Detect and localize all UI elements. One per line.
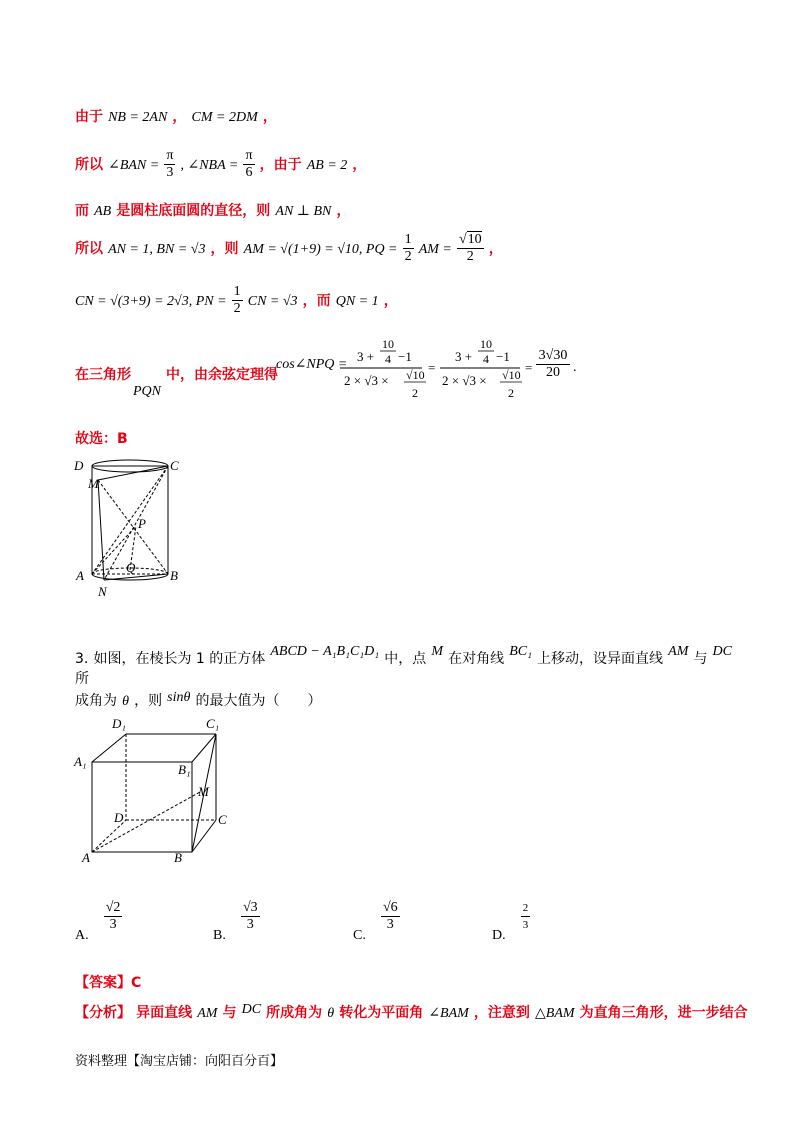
problem-number: 3. bbox=[75, 651, 89, 667]
solution-line-5 bbox=[75, 284, 398, 317]
svg-text:10: 10 bbox=[480, 337, 492, 351]
problem-3-line-1 bbox=[75, 644, 735, 688]
text: 异面直线 bbox=[136, 1005, 193, 1021]
math-expr: AB = 2 bbox=[306, 158, 348, 173]
math-theta: θ bbox=[327, 1006, 335, 1021]
option-label: D. bbox=[492, 928, 506, 943]
label-D: D bbox=[114, 810, 124, 825]
svg-text:=: = bbox=[428, 360, 436, 375]
text: 所 bbox=[75, 671, 89, 687]
text: 成角为 bbox=[75, 693, 117, 709]
analysis bbox=[75, 1002, 748, 1022]
math-expr: QN = 1 bbox=[335, 294, 379, 309]
svg-text:√10: √10 bbox=[406, 368, 425, 382]
option-label: A. bbox=[75, 928, 89, 943]
label-D1: D₁ bbox=[112, 716, 126, 731]
svg-text:10: 10 bbox=[382, 337, 394, 351]
math-expr: AN ⊥ BN bbox=[275, 204, 332, 219]
solution-line-4 bbox=[75, 232, 503, 265]
text-mid: ，则 bbox=[210, 241, 239, 257]
text: 的最大值为（ ） bbox=[195, 693, 322, 709]
label-P: P bbox=[138, 516, 146, 531]
option-label: B. bbox=[213, 928, 226, 943]
math-expr: ∠BAN = bbox=[108, 158, 160, 173]
label-A: A bbox=[76, 568, 84, 583]
text-end: ， bbox=[383, 293, 398, 309]
math-sin: sinθ bbox=[167, 690, 191, 705]
label-C1: C₁ bbox=[206, 716, 220, 731]
math-line: AM bbox=[668, 644, 689, 659]
option-fraction: $\frac{2}{3}$ bbox=[522, 902, 529, 931]
math-expr: CN = √(3+9) = 2√3, PN = bbox=[75, 294, 227, 309]
text: 中，点 bbox=[384, 651, 427, 667]
text: 如图，在棱长为 1 的正方体 bbox=[93, 651, 266, 667]
text-end: ， bbox=[262, 109, 277, 125]
fraction-half: $\frac{1}{2}$ bbox=[404, 232, 412, 264]
text-prefix: 所以 bbox=[75, 241, 103, 257]
svg-text:4: 4 bbox=[483, 352, 489, 366]
math-angle: ∠BAM bbox=[428, 1006, 469, 1021]
math-expr: CN = √3 bbox=[247, 294, 298, 309]
triangle-name: PQN bbox=[133, 384, 161, 399]
text: 所成角为 bbox=[266, 1005, 323, 1021]
solution-line-1 bbox=[75, 106, 277, 126]
fraction: $\frac{\pi}{6}$ bbox=[245, 148, 253, 180]
footer-text: 资料整理【淘宝店铺：向阳百分百】 bbox=[75, 1054, 284, 1069]
svg-text:−1: −1 bbox=[398, 349, 412, 364]
answer-value: C bbox=[131, 975, 142, 991]
math-expr: CM = 2DM bbox=[191, 110, 258, 125]
math-diagonal: BC₁ bbox=[509, 644, 532, 659]
svg-text:−1: −1 bbox=[496, 349, 510, 364]
text-prefix: 所以 bbox=[75, 157, 103, 173]
math-point: M bbox=[431, 644, 443, 659]
text: 在对角线 bbox=[448, 651, 505, 667]
label-A: A bbox=[82, 850, 90, 865]
math-cube: ABCD − A₁B₁C₁D₁ bbox=[270, 644, 380, 659]
text: 为直角三角形，进一步结合 bbox=[579, 1005, 748, 1021]
text-end: ， bbox=[336, 203, 351, 219]
text-prefix: 在三角形 bbox=[75, 367, 131, 383]
math-line: DC bbox=[712, 644, 732, 659]
answer bbox=[75, 972, 141, 992]
option-fraction: $\frac{√6}{3}$ bbox=[382, 900, 398, 932]
svg-text:2: 2 bbox=[412, 386, 418, 400]
svg-text:2 × √3 ×: 2 × √3 × bbox=[344, 373, 389, 388]
analysis-tag: 【分析】 bbox=[75, 1005, 131, 1021]
text: ，注意到 bbox=[473, 1005, 530, 1021]
option-fraction: $\frac{√2}{3}$ bbox=[105, 900, 121, 932]
option-c[interactable] bbox=[353, 900, 400, 943]
svg-text:√10: √10 bbox=[502, 368, 521, 382]
label-A1: A₁ bbox=[74, 754, 87, 769]
label-C: C bbox=[170, 458, 179, 473]
option-label: C. bbox=[353, 928, 366, 943]
solution-line-3 bbox=[75, 200, 350, 220]
svg-text:3 +: 3 + bbox=[455, 349, 473, 364]
period: . bbox=[573, 360, 577, 375]
text-mid: ，由于 bbox=[259, 157, 302, 173]
math-triangle: △BAM bbox=[535, 1006, 575, 1021]
label-Q: Q bbox=[126, 560, 136, 575]
fraction: $\frac{√10}{2}$ bbox=[458, 232, 482, 264]
label-N: N bbox=[98, 584, 107, 599]
text-mid: 是圆柱底面圆的直径，则 bbox=[116, 203, 271, 219]
fraction-half: $\frac{1}{2}$ bbox=[233, 284, 241, 316]
text: 与 bbox=[222, 1005, 237, 1021]
options-row bbox=[75, 900, 635, 943]
math-theta: θ bbox=[122, 694, 129, 709]
text: 与 bbox=[693, 651, 708, 667]
label-C: C bbox=[218, 812, 227, 827]
fraction: $\frac{\pi}{3}$ bbox=[166, 148, 174, 180]
math-line: AM bbox=[197, 1006, 218, 1021]
svg-text:2: 2 bbox=[508, 386, 514, 400]
option-a[interactable] bbox=[75, 900, 122, 943]
svg-text:2 × √3 ×: 2 × √3 × bbox=[442, 373, 487, 388]
answer-line: 故选：B bbox=[75, 431, 128, 447]
math-line: DC bbox=[241, 1002, 262, 1017]
math-expr: AM = bbox=[418, 242, 452, 257]
svg-text:3 +: 3 + bbox=[357, 349, 375, 364]
text-prefix: 而 bbox=[75, 203, 89, 219]
text-mid: ，而 bbox=[302, 293, 331, 309]
option-b[interactable] bbox=[213, 900, 260, 943]
option-fraction: $\frac{√3}{3}$ bbox=[242, 900, 258, 932]
option-d[interactable] bbox=[492, 900, 530, 943]
label-B1: B₁ bbox=[178, 762, 191, 777]
text: 转化为平面角 bbox=[339, 1005, 424, 1021]
text-sep: ， bbox=[172, 109, 187, 125]
label-B: B bbox=[170, 568, 178, 583]
label-M: M bbox=[88, 476, 99, 491]
svg-text:=: = bbox=[525, 360, 533, 375]
text-end: ， bbox=[488, 241, 503, 257]
math-expr: cos∠NPQ = bbox=[276, 357, 348, 372]
text-end: ， bbox=[352, 157, 367, 173]
problem-3-line-2 bbox=[75, 690, 321, 710]
svg-text:4: 4 bbox=[385, 352, 391, 366]
label-D: D bbox=[74, 458, 84, 473]
answer-tag: 【答案】 bbox=[75, 975, 131, 991]
cube-figure bbox=[70, 712, 240, 868]
cosine-result: 3√30 20 bbox=[536, 348, 570, 381]
math-expr: AN = 1, BN = √3 bbox=[108, 242, 206, 257]
math-expr: NB = 2AN bbox=[108, 110, 168, 125]
label-M: M bbox=[198, 784, 209, 799]
cylinder-figure bbox=[70, 452, 190, 602]
text-mid: 中，由余弦定理得 bbox=[166, 367, 278, 383]
text-prefix: 由于 bbox=[75, 109, 103, 125]
math-expr: AM = √(1+9) = √10, PQ = bbox=[243, 242, 398, 257]
math-expr: , ∠NBA = bbox=[180, 158, 239, 173]
math-expr: AB bbox=[94, 204, 112, 219]
text: 上移动，设异面直线 bbox=[537, 651, 664, 667]
label-B: B bbox=[174, 850, 182, 865]
text: ，则 bbox=[134, 693, 163, 709]
solution-line-2 bbox=[75, 148, 366, 181]
